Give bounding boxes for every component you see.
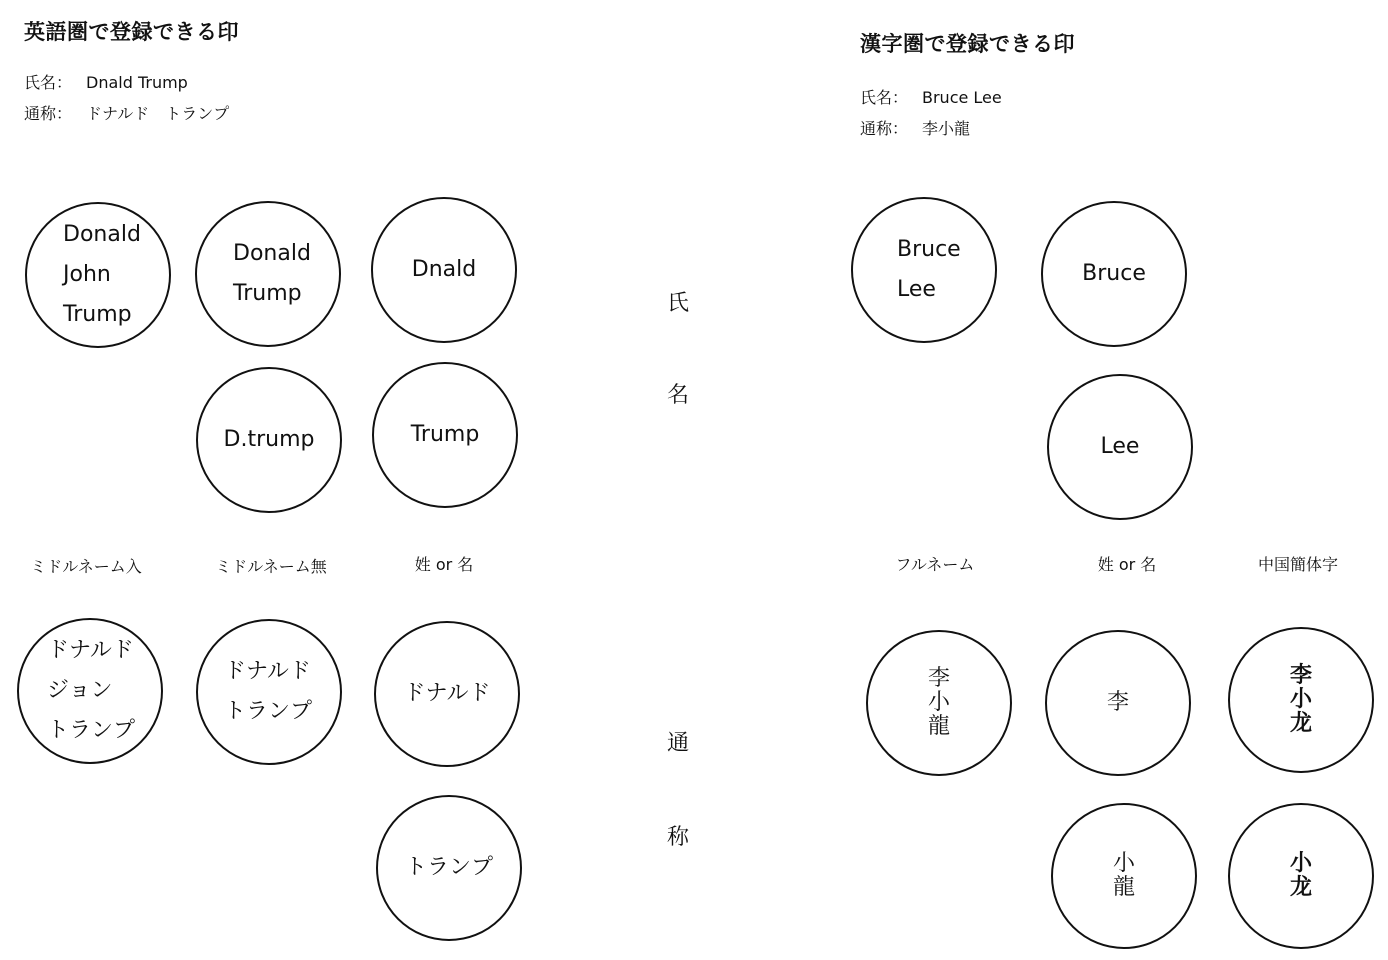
name-section-char: 名 xyxy=(666,383,690,408)
seal-text: 小 xyxy=(1289,687,1312,712)
seal-right-alias-simplified-full xyxy=(1228,627,1374,773)
seal-text: Dnald xyxy=(411,257,477,282)
seal-text: トランプ xyxy=(47,718,136,743)
right-category-label: 中国簡体字 xyxy=(1257,555,1339,574)
left-alias-value: ドナルド トランプ xyxy=(86,104,230,123)
seal-left-name-first xyxy=(371,197,517,343)
seal-left-name-initial xyxy=(196,367,342,513)
seal-text: 小 xyxy=(1289,851,1312,876)
seal-text: Trump xyxy=(63,302,132,327)
left-title: 英語圏で登録できる印 xyxy=(24,20,239,44)
right-alias-line xyxy=(860,116,970,139)
seal-text: ドナルド xyxy=(224,659,311,684)
seal-left-alias-full xyxy=(17,618,163,764)
seal-left-alias-last xyxy=(376,795,522,941)
seal-left-name-no-middle xyxy=(195,201,341,347)
seal-text: Trump xyxy=(233,281,302,306)
left-alias-label: 通称： xyxy=(24,104,73,123)
right-category-label: 姓 or 名 xyxy=(1097,555,1157,574)
left-category-label: ミドルネーム入 xyxy=(30,557,142,576)
seal-text: 龙 xyxy=(1289,711,1312,736)
alias-section-char: 通 xyxy=(666,731,690,756)
left-alias-line xyxy=(24,101,229,124)
alias-section-char: 称 xyxy=(666,825,690,850)
seal-text: ドナルド xyxy=(403,681,491,706)
seal-text: Lee xyxy=(897,277,936,302)
seal-right-name-first xyxy=(1041,201,1187,347)
seal-left-name-last xyxy=(372,362,518,508)
seal-right-alias-given xyxy=(1051,803,1197,949)
seal-text: ドナルド xyxy=(47,638,134,663)
seal-text: Trump xyxy=(410,422,480,447)
seal-text: トランプ xyxy=(404,855,493,880)
right-title: 漢字圏で登録できる印 xyxy=(860,32,1075,56)
seal-right-alias-full xyxy=(866,630,1012,776)
seal-text: トランプ xyxy=(224,699,313,724)
seal-left-alias-no-middle xyxy=(196,619,342,765)
seal-left-name-full xyxy=(25,202,171,348)
right-name-line xyxy=(860,85,1002,108)
seal-text: John xyxy=(63,262,111,287)
seal-text: Lee xyxy=(1100,434,1140,459)
seal-right-name-full xyxy=(851,197,997,343)
name-section-char: 氏 xyxy=(666,291,690,316)
left-name-value: Dnald Trump xyxy=(86,73,188,92)
seal-text: Donald xyxy=(63,222,141,247)
left-name-line xyxy=(24,70,188,93)
left-category-label: 姓 or 名 xyxy=(414,555,474,574)
right-name-label: 氏名： xyxy=(860,88,909,107)
seal-text: Bruce xyxy=(897,237,961,262)
seal-text: 李 xyxy=(1289,663,1312,688)
seal-text: 龙 xyxy=(1289,875,1312,900)
right-alias-value: 李小龍 xyxy=(922,119,971,138)
right-category-label: フルネーム xyxy=(895,555,975,574)
seal-right-alias-surname xyxy=(1045,630,1191,776)
seal-text: 小 xyxy=(927,690,950,715)
seal-text: Donald xyxy=(233,241,311,266)
right-name-value: Bruce Lee xyxy=(922,88,1002,107)
seal-text: 小 xyxy=(1112,851,1135,876)
seal-left-alias-first xyxy=(374,621,520,767)
seal-right-alias-simplified-given xyxy=(1228,803,1374,949)
right-alias-label: 通称： xyxy=(860,119,909,138)
seal-text: 龍 xyxy=(927,714,950,739)
seal-text: D.trump xyxy=(223,427,315,452)
seal-text: ジョン xyxy=(47,678,113,703)
seal-text: Bruce xyxy=(1082,261,1146,286)
left-name-label: 氏名： xyxy=(24,73,73,92)
seal-text: 龍 xyxy=(1112,875,1135,900)
left-category-label: ミドルネーム無 xyxy=(215,557,327,576)
seal-text: 李 xyxy=(927,666,950,691)
seal-text: 李 xyxy=(1106,690,1129,715)
seal-right-name-last xyxy=(1047,374,1193,520)
